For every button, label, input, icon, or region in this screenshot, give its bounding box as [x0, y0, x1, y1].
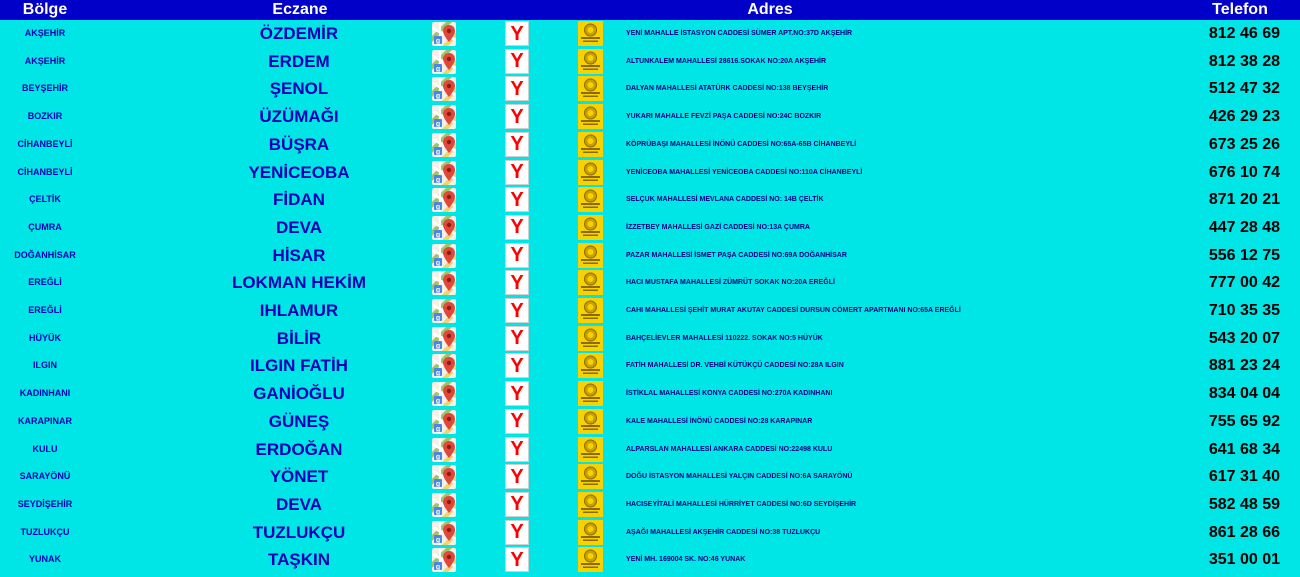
eczane-cell: FİDAN: [273, 190, 325, 210]
svg-text:g: g: [435, 121, 441, 129]
municipality-logo-icon[interactable]: [578, 520, 603, 545]
google-maps-icon[interactable]: [432, 410, 456, 434]
municipality-logo-icon[interactable]: [578, 215, 603, 240]
svg-text:g: g: [435, 398, 441, 406]
telefon-cell: 641 68 34: [1208, 440, 1280, 458]
bolge-cell: ILGIN: [33, 360, 57, 371]
telefon-cell: 512 47 32: [1208, 80, 1280, 98]
svg-text:g: g: [435, 481, 441, 489]
eczane-cell: DEVA: [276, 494, 322, 514]
table-row: [0, 159, 1300, 186]
yandex-icon[interactable]: Y: [505, 547, 529, 572]
municipality-logo-icon[interactable]: [578, 21, 603, 46]
eczane-cell: BÜŞRA: [268, 134, 330, 154]
header-eczane: Eczane: [272, 1, 328, 18]
eczane-cell: TAŞKIN: [267, 550, 330, 570]
yandex-icon[interactable]: Y: [505, 21, 529, 46]
google-maps-icon[interactable]: [432, 521, 456, 545]
bolge-cell: AKŞEHİR: [24, 55, 66, 66]
bolge-cell: BOZKIR: [27, 111, 63, 122]
municipality-logo-icon[interactable]: [578, 381, 603, 406]
eczane-cell: ŞENOL: [269, 79, 329, 99]
svg-text:g: g: [435, 315, 441, 322]
bolge-cell: EREĞLİ: [28, 305, 62, 315]
yandex-icon[interactable]: Y: [505, 492, 529, 517]
eczane-cell: HİSAR: [272, 245, 326, 265]
adres-cell: DALYAN MAHALLESİ ATATÜRK CADDESİ NO:138 BEYŞEHİR: [626, 85, 829, 93]
google-maps-icon[interactable]: [432, 354, 456, 378]
svg-text:g: g: [435, 38, 441, 45]
municipality-logo-icon[interactable]: [578, 243, 603, 268]
svg-text:g: g: [435, 93, 441, 101]
google-maps-icon[interactable]: [432, 493, 456, 517]
yandex-icon[interactable]: Y: [505, 326, 529, 351]
google-maps-icon[interactable]: [432, 133, 456, 157]
yandex-icon[interactable]: Y: [505, 132, 529, 157]
municipality-logo-icon[interactable]: [578, 492, 603, 517]
yandex-icon[interactable]: Y: [505, 464, 529, 489]
adres-cell: CAHI MAHALLESİ ŞEHİT MURAT AKUTAY CADDESİ DURSUN CÖMERT APARTMANI NO:65A EREĞLİ: [626, 307, 961, 314]
svg-text:g: g: [435, 287, 441, 295]
yandex-icon[interactable]: Y: [505, 381, 529, 406]
table-row: [0, 352, 1300, 379]
table-row: [0, 436, 1300, 463]
table-header: [0, 0, 1300, 20]
telefon-cell: 710 35 35: [1208, 302, 1280, 319]
municipality-logo-icon[interactable]: [578, 49, 603, 74]
google-maps-icon[interactable]: [432, 161, 456, 185]
telefon-cell: 676 10 74: [1208, 163, 1280, 181]
adres-cell: HACISEYİTALİ MAHALLESİ HÜRRİYET CADDESİ NO:6D SEYDİŞEHİR: [626, 500, 857, 508]
adres-cell: HACI MUSTAFA MAHALLESİ ZÜMRÜT SOKAK NO:20A EREĞLİ: [626, 279, 835, 287]
table-row: [0, 297, 1300, 324]
google-maps-icon[interactable]: [432, 382, 456, 406]
yandex-icon[interactable]: Y: [505, 104, 529, 129]
table-row: [0, 186, 1300, 213]
municipality-logo-icon[interactable]: [578, 132, 603, 157]
table-row: [0, 380, 1300, 407]
eczane-cell: ERDOĞAN: [255, 439, 343, 459]
table-row: [0, 20, 1300, 47]
yandex-icon[interactable]: Y: [505, 270, 529, 295]
header-telefon: Telefon: [1212, 1, 1268, 18]
eczane-cell: YÖNET: [269, 467, 329, 487]
eczane-cell: DEVA: [276, 217, 322, 237]
eczane-cell: ÜZÜMAĞI: [259, 107, 339, 127]
eczane-cell: ÖZDEMİR: [259, 24, 339, 43]
municipality-logo-icon[interactable]: [578, 353, 603, 378]
eczane-cell: TUZLUKÇU: [252, 522, 346, 542]
bolge-cell: KULU: [32, 443, 58, 454]
yandex-icon[interactable]: Y: [505, 298, 529, 323]
google-maps-icon[interactable]: [432, 465, 456, 489]
telefon-cell: 351 00 01: [1208, 551, 1280, 569]
municipality-logo-icon[interactable]: [578, 464, 603, 489]
eczane-cell: BİLİR: [276, 328, 322, 348]
google-maps-icon[interactable]: [432, 271, 456, 295]
eczane-cell: IHLAMUR: [259, 301, 339, 320]
google-maps-icon[interactable]: [432, 299, 456, 323]
bolge-cell: KADINHANI: [19, 388, 71, 399]
yandex-icon[interactable]: Y: [505, 520, 529, 545]
svg-text:g: g: [435, 204, 441, 212]
adres-cell: KÖPRÜBAŞI MAHALLESİ İNÖNÜ CADDESİ NO:65A-65B CİHANBEYLİ: [626, 140, 857, 148]
bolge-cell: EREĞLİ: [28, 277, 62, 288]
google-maps-icon[interactable]: [432, 105, 456, 129]
svg-text:g: g: [435, 370, 441, 378]
telefon-cell: 834 04 04: [1208, 385, 1280, 403]
header-bolge: Bölge: [22, 1, 68, 18]
municipality-logo-icon[interactable]: [578, 187, 603, 212]
svg-text:g: g: [435, 564, 441, 572]
table-row: [0, 325, 1300, 352]
adres-cell: DOĞU İSTASYON MAHALLESİ YALÇIN CADDESİ NO:6A SARAYÖNÜ: [626, 473, 853, 481]
adres-cell: İZZETBEY MAHALLESİ GAZİ CADDESİ NO:13A ÇUMRA: [626, 223, 810, 231]
svg-text:g: g: [435, 259, 441, 267]
table-row: [0, 214, 1300, 241]
adres-cell: YENİCEOBA MAHALLESİ YENİCEOBA CADDESİ NO:110A CİHANBEYLİ: [626, 168, 863, 176]
adres-cell: ALTUNKALEM MAHALLESİ 28616.SOKAK NO:20A AKŞEHİR: [626, 57, 827, 65]
table-row: [0, 491, 1300, 518]
google-maps-icon[interactable]: [432, 327, 456, 351]
svg-text:g: g: [435, 342, 441, 350]
yandex-icon[interactable]: Y: [505, 215, 529, 240]
telefon-cell: 582 48 59: [1208, 495, 1280, 513]
municipality-logo-icon[interactable]: [578, 270, 603, 295]
telefon-cell: 543 20 07: [1208, 329, 1280, 347]
adres-cell: YENİ MAHALLE İSTASYON CADDESİ SÜMER APT.NO:37D AKŞEHİR: [626, 30, 853, 37]
municipality-logo-icon[interactable]: [578, 409, 603, 434]
bolge-cell: ÇUMRA: [28, 221, 62, 232]
adres-cell: YENİ MH. 169004 SK. NO:46 YUNAK: [626, 556, 746, 564]
bolge-cell: CİHANBEYLİ: [17, 138, 73, 149]
google-maps-icon[interactable]: [432, 438, 456, 462]
table-row: [0, 242, 1300, 269]
bolge-cell: SEYDİŞEHİR: [17, 498, 73, 509]
table-row: [0, 546, 1300, 573]
bolge-cell: HÜYÜK: [28, 332, 61, 343]
google-maps-icon[interactable]: [432, 244, 456, 268]
telefon-cell: 871 20 21: [1208, 191, 1280, 209]
telefon-cell: 777 00 42: [1208, 274, 1280, 292]
svg-text:g: g: [435, 425, 441, 433]
yandex-icon[interactable]: Y: [505, 353, 529, 378]
adres-cell: PAZAR MAHALLESİ İSMET PAŞA CADDESİ NO:69A DOĞANHİSAR: [626, 251, 847, 259]
adres-cell: AŞAĞI MAHALLESİ AKŞEHİR CADDESİ NO:38 TUZLUKÇU: [626, 528, 821, 536]
table-row: [0, 269, 1300, 296]
svg-text:g: g: [435, 176, 441, 184]
google-maps-icon[interactable]: [432, 216, 456, 240]
bolge-cell: ÇELTİK: [29, 194, 61, 205]
yandex-icon[interactable]: Y: [505, 409, 529, 434]
bolge-cell: DOĞANHİSAR: [14, 249, 76, 260]
eczane-cell: ILGIN FATİH: [250, 356, 348, 376]
eczane-cell: LOKMAN HEKİM: [231, 273, 367, 293]
google-maps-icon[interactable]: [432, 50, 456, 74]
table-row: [0, 463, 1300, 490]
adres-cell: FATİH MAHALLESİ DR. VEHBİ KÜTÜKÇÜ CADDESİ NO:28A ILGIN: [626, 362, 844, 370]
eczane-cell: GÜNEŞ: [268, 411, 330, 431]
eczane-cell: YENİCEOBA: [248, 162, 350, 182]
telefon-cell: 426 29 23: [1208, 108, 1280, 126]
svg-text:g: g: [435, 536, 441, 544]
svg-text:g: g: [435, 508, 441, 516]
google-maps-icon[interactable]: [432, 22, 456, 46]
table-row: [0, 103, 1300, 130]
bolge-cell: AKŞEHİR: [24, 28, 66, 38]
bolge-cell: BEYŞEHİR: [21, 83, 68, 94]
bolge-cell: SARAYÖNÜ: [19, 471, 71, 482]
yandex-icon[interactable]: Y: [505, 437, 529, 462]
municipality-logo-icon[interactable]: [578, 160, 603, 185]
google-maps-icon[interactable]: [432, 188, 456, 212]
municipality-logo-icon[interactable]: [578, 76, 603, 101]
yandex-icon[interactable]: Y: [505, 187, 529, 212]
svg-text:g: g: [435, 231, 441, 239]
yandex-icon[interactable]: Y: [505, 76, 529, 101]
eczane-cell: GANİOĞLU: [253, 384, 345, 404]
table-row: [0, 408, 1300, 435]
telefon-cell: 755 65 92: [1208, 412, 1280, 430]
yandex-icon[interactable]: Y: [505, 160, 529, 185]
municipality-logo-icon[interactable]: [578, 326, 603, 351]
table-row: [0, 519, 1300, 546]
bolge-cell: TUZLUKÇU: [20, 526, 70, 537]
yandex-icon[interactable]: Y: [505, 243, 529, 268]
telefon-cell: 556 12 75: [1208, 246, 1280, 264]
adres-cell: SELÇUK MAHALLESİ MEVLANA CADDESİ NO: 14B ÇELTİK: [626, 196, 824, 204]
svg-text:g: g: [435, 453, 441, 461]
telefon-cell: 812 46 69: [1208, 25, 1280, 42]
municipality-logo-icon[interactable]: [578, 437, 603, 462]
svg-text:g: g: [435, 148, 441, 156]
telefon-cell: 812 38 28: [1208, 52, 1280, 70]
adres-cell: İSTİKLAL MAHALLESİ KONYA CADDESİ NO:270A KADINHANI: [626, 390, 833, 398]
telefon-cell: 673 25 26: [1208, 135, 1280, 153]
telefon-cell: 881 23 24: [1208, 357, 1280, 375]
svg-text:g: g: [435, 65, 441, 73]
header-adres: Adres: [747, 1, 793, 18]
table-row: [0, 48, 1300, 75]
yandex-icon[interactable]: Y: [505, 49, 529, 74]
adres-cell: BAHÇELİEVLER MAHALLESİ 110222. SOKAK NO:5 HÜYÜK: [626, 334, 823, 342]
table-row: [0, 131, 1300, 158]
google-maps-icon[interactable]: [432, 77, 456, 101]
municipality-logo-icon[interactable]: [578, 104, 603, 129]
telefon-cell: 617 31 40: [1208, 468, 1280, 486]
bolge-cell: CİHANBEYLİ: [17, 166, 73, 177]
municipality-logo-icon[interactable]: [578, 298, 603, 323]
eczane-cell: ERDEM: [268, 51, 330, 71]
adres-cell: ALPARSLAN MAHALLESİ ANKARA CADDESİ NO:22498 KULU: [626, 445, 833, 453]
bolge-cell: YUNAK: [28, 554, 61, 565]
adres-cell: KALE MAHALLESİ İNÖNÜ CADDESİ NO:28 KARAPINAR: [626, 417, 813, 425]
telefon-cell: 447 28 48: [1208, 218, 1280, 236]
telefon-cell: 861 28 66: [1208, 523, 1280, 541]
bolge-cell: KARAPINAR: [18, 415, 72, 426]
adres-cell: YUKARI MAHALLE FEVZİ PAŞA CADDESİ NO:24C BOZKIR: [626, 113, 822, 121]
table-row: [0, 75, 1300, 102]
